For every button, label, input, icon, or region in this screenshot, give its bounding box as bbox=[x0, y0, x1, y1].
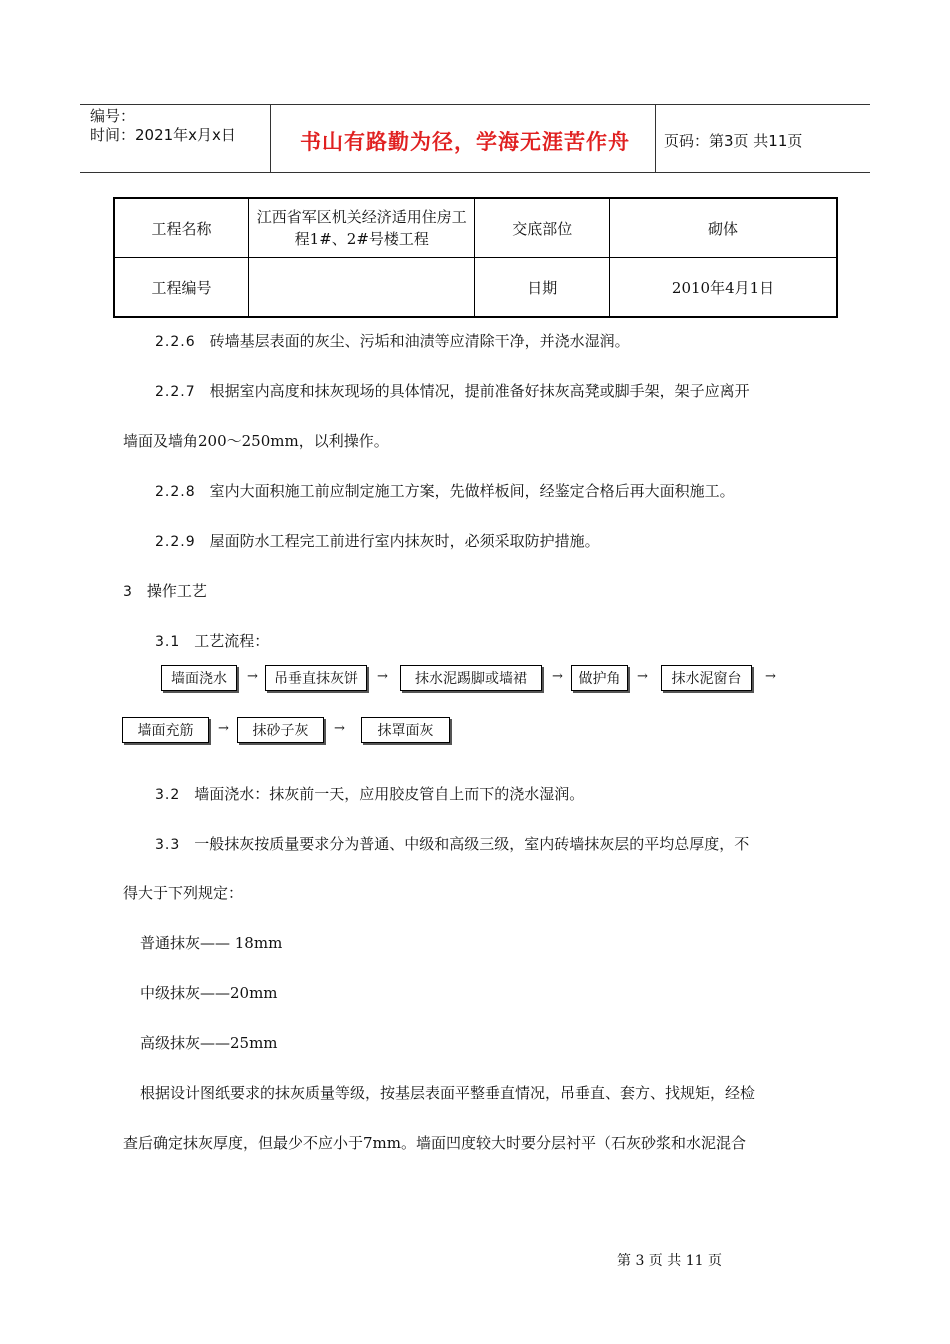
table-row bbox=[114, 198, 837, 258]
section-number: 2.2.7 bbox=[155, 384, 196, 400]
header-time: 时间：2021年x月x日 bbox=[90, 126, 236, 144]
section-number: 3.2 bbox=[155, 787, 181, 803]
project-no-label: 工程编号 bbox=[114, 258, 249, 318]
flow-step-6: 墙面充筋 bbox=[122, 717, 209, 743]
flow-arrow: → bbox=[765, 669, 776, 684]
paragraph-final-cont: 查后确定抹灰厚度，但最少不应小于7mm。墙面凹度较大时要分层衬平（石灰砂浆和水泥混合 bbox=[123, 1134, 746, 1152]
page-footer: 第 3 页 共 11 页 bbox=[617, 1253, 722, 1269]
project-name-label: 工程名称 bbox=[114, 198, 249, 258]
section-3-heading bbox=[123, 580, 207, 601]
project-info-table bbox=[113, 197, 838, 318]
section-title: 操作工艺 bbox=[146, 582, 207, 600]
section-number: 2.2.6 bbox=[155, 334, 196, 350]
paragraph-text: 根据室内高度和抹灰现场的具体情况，提前准备好抹灰高凳或脚手架，架子应离开 bbox=[209, 382, 750, 400]
header-meta bbox=[90, 107, 236, 145]
paragraph-final: 根据设计图纸要求的抹灰质量等级，按基层表面平整垂直情况，吊垂直、套方、找规矩，经检 bbox=[140, 1084, 756, 1102]
flow-arrow: → bbox=[552, 669, 563, 684]
paragraph-2-2-7-cont: 墙面及墙角200～250mm，以利操作。 bbox=[123, 432, 389, 450]
paragraph-3-3 bbox=[155, 833, 749, 854]
paragraph-3-1 bbox=[155, 630, 269, 651]
paragraph-2-2-9 bbox=[155, 530, 600, 551]
paragraph-text: 一般抹灰按质量要求分为普通、中级和高级三级，室内砖墙抹灰层的平均总厚度，不 bbox=[194, 835, 750, 853]
handover-label: 交底部位 bbox=[475, 198, 610, 258]
paragraph-3-3-cont: 得大于下列规定： bbox=[123, 884, 244, 902]
paragraph-text: 室内大面积施工前应制定施工方案，先做样板间，经鉴定合格后再大面积施工。 bbox=[209, 482, 735, 500]
flow-arrow: → bbox=[377, 669, 388, 684]
paragraph-2-2-8 bbox=[155, 480, 735, 501]
flow-step-2: 吊垂直抹灰饼 bbox=[265, 665, 367, 691]
thickness-medium: 中级抹灰——20mm bbox=[140, 984, 278, 1002]
header-number-label: 编号： bbox=[90, 107, 136, 125]
date-label: 日期 bbox=[475, 258, 610, 318]
section-number: 3.1 bbox=[155, 634, 181, 650]
flow-arrow: → bbox=[218, 721, 229, 736]
flow-arrow: → bbox=[334, 721, 345, 736]
header-bottom-rule bbox=[80, 172, 870, 173]
header-divider-right bbox=[655, 104, 656, 172]
thickness-high: 高级抹灰——25mm bbox=[140, 1034, 278, 1052]
section-number: 3 bbox=[123, 584, 133, 600]
header-page-info: 页码：第3页 共11页 bbox=[664, 132, 803, 150]
flow-step-4: 做护角 bbox=[571, 665, 628, 691]
paragraph-3-2 bbox=[155, 783, 584, 804]
flow-arrow: → bbox=[247, 669, 258, 684]
section-number: 2.2.9 bbox=[155, 534, 196, 550]
header-top-rule bbox=[80, 104, 870, 105]
paragraph-text: 屋面防水工程完工前进行室内抹灰时，必须采取防护措施。 bbox=[209, 532, 600, 550]
header-divider-left bbox=[270, 104, 271, 172]
paragraph-text: 砖墙基层表面的灰尘、污垢和油渍等应清除干净，并浇水湿润。 bbox=[209, 332, 630, 350]
flow-step-1: 墙面浇水 bbox=[161, 665, 237, 691]
paragraph-text: 墙面浇水：抹灰前一天，应用胶皮管自上而下的浇水湿润。 bbox=[194, 785, 585, 803]
flow-step-3: 抹水泥踢脚或墙裙 bbox=[400, 665, 542, 691]
thickness-normal: 普通抹灰—— 18mm bbox=[140, 934, 283, 952]
flow-step-8: 抹罩面灰 bbox=[361, 717, 450, 743]
section-number: 3.3 bbox=[155, 837, 181, 853]
flow-step-5: 抹水泥窗台 bbox=[661, 665, 752, 691]
table-row bbox=[114, 258, 837, 318]
paragraph-2-2-7 bbox=[155, 380, 750, 401]
paragraph-2-2-6 bbox=[155, 330, 630, 351]
flow-step-7: 抹砂子灰 bbox=[237, 717, 324, 743]
handover-value: 砌体 bbox=[610, 198, 837, 258]
date-value: 2010年4月1日 bbox=[610, 258, 837, 318]
project-name-value: 江西省军区机关经济适用住房工程1#、2#号楼工程 bbox=[249, 198, 475, 258]
project-no-value bbox=[249, 258, 475, 318]
header-motto: 书山有路勤为径，学海无涯苦作舟 bbox=[300, 130, 630, 154]
section-number: 2.2.8 bbox=[155, 484, 196, 500]
paragraph-text: 工艺流程： bbox=[194, 632, 270, 650]
flow-arrow: → bbox=[637, 669, 648, 684]
